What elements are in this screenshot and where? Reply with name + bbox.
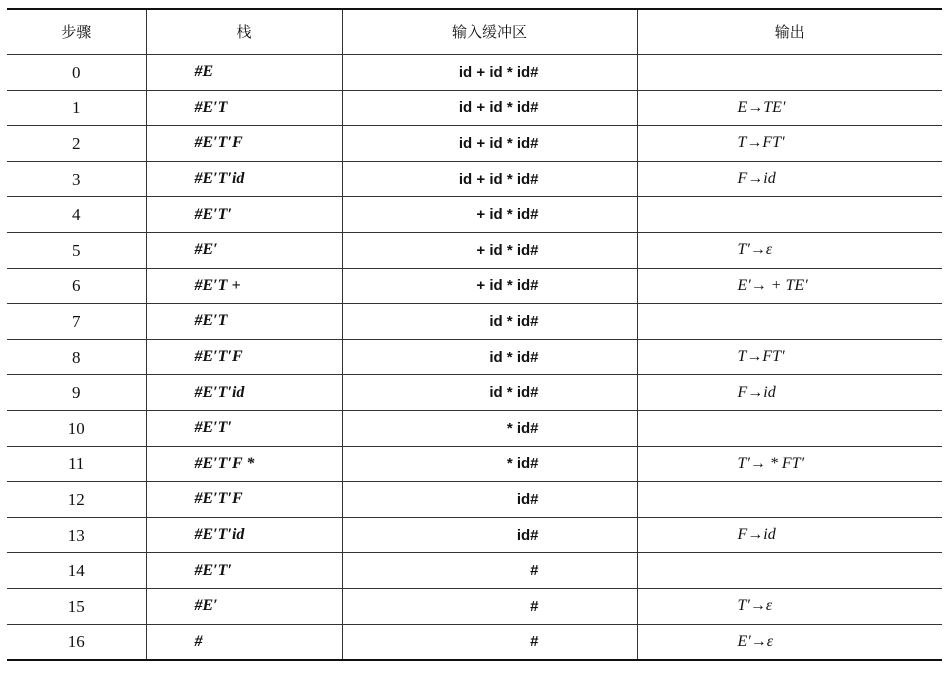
stack-cell: #E′T′F	[146, 339, 342, 375]
step-cell: 7	[7, 304, 146, 340]
header-output: 输出	[637, 9, 942, 55]
output-cell	[637, 553, 942, 589]
output-cell	[637, 482, 942, 518]
input-buffer-cell: id * id#	[342, 375, 637, 411]
output-cell: T′→ε	[637, 588, 942, 624]
table-row	[7, 553, 942, 589]
input-buffer-cell: * id#	[342, 446, 637, 482]
table-row	[7, 482, 942, 518]
input-buffer-cell: * id#	[342, 410, 637, 446]
parsing-trace-table-container	[7, 8, 942, 661]
input-buffer-cell: id#	[342, 517, 637, 553]
input-buffer-cell: id + id * id#	[342, 161, 637, 197]
header-row	[7, 9, 942, 55]
table-row	[7, 446, 942, 482]
input-buffer-cell: + id * id#	[342, 232, 637, 268]
table-header	[7, 9, 942, 55]
output-cell	[637, 304, 942, 340]
stack-cell: #E′T′id	[146, 375, 342, 411]
table-row	[7, 232, 942, 268]
step-cell: 1	[7, 90, 146, 126]
output-cell: F→id	[637, 375, 942, 411]
table-row	[7, 588, 942, 624]
stack-cell: #E′T′id	[146, 161, 342, 197]
table-row	[7, 304, 942, 340]
output-cell	[637, 55, 942, 91]
input-buffer-cell: + id * id#	[342, 197, 637, 233]
step-cell: 2	[7, 126, 146, 162]
table-row	[7, 375, 942, 411]
input-buffer-cell: id + id * id#	[342, 90, 637, 126]
output-cell: F→id	[637, 161, 942, 197]
input-buffer-cell: id * id#	[342, 339, 637, 375]
input-buffer-cell: #	[342, 553, 637, 589]
step-cell: 16	[7, 624, 146, 660]
input-buffer-cell: id * id#	[342, 304, 637, 340]
output-cell: E→TE′	[637, 90, 942, 126]
input-buffer-cell: id + id * id#	[342, 126, 637, 162]
table-row	[7, 410, 942, 446]
output-cell: T→FT′	[637, 126, 942, 162]
stack-cell: #E′	[146, 588, 342, 624]
step-cell: 5	[7, 232, 146, 268]
output-cell: E′→ε	[637, 624, 942, 660]
stack-cell: #E′T′	[146, 553, 342, 589]
header-step: 步骤	[7, 9, 146, 55]
parsing-trace-table	[7, 8, 942, 661]
table-row	[7, 624, 942, 660]
output-cell	[637, 410, 942, 446]
output-cell: E′→ + TE′	[637, 268, 942, 304]
input-buffer-cell: id + id * id#	[342, 55, 637, 91]
stack-cell: #E′T +	[146, 268, 342, 304]
step-cell: 6	[7, 268, 146, 304]
input-buffer-cell: + id * id#	[342, 268, 637, 304]
table-row	[7, 268, 942, 304]
header-input-buffer: 输入缓冲区	[342, 9, 637, 55]
stack-cell: #E′T	[146, 304, 342, 340]
table-row	[7, 126, 942, 162]
output-cell: T′→ * FT′	[637, 446, 942, 482]
input-buffer-cell: #	[342, 588, 637, 624]
stack-cell: #E′T′F	[146, 482, 342, 518]
output-cell: T→FT′	[637, 339, 942, 375]
table-body	[7, 55, 942, 661]
table-row	[7, 161, 942, 197]
step-cell: 12	[7, 482, 146, 518]
step-cell: 11	[7, 446, 146, 482]
output-cell: F→id	[637, 517, 942, 553]
table-row	[7, 517, 942, 553]
input-buffer-cell: id#	[342, 482, 637, 518]
table-row	[7, 339, 942, 375]
step-cell: 13	[7, 517, 146, 553]
stack-cell: #E′T′	[146, 197, 342, 233]
stack-cell: #E′T′id	[146, 517, 342, 553]
table-row	[7, 55, 942, 91]
step-cell: 0	[7, 55, 146, 91]
stack-cell: #E′	[146, 232, 342, 268]
step-cell: 8	[7, 339, 146, 375]
step-cell: 15	[7, 588, 146, 624]
stack-cell: #E′T′F *	[146, 446, 342, 482]
header-stack: 栈	[146, 9, 342, 55]
step-cell: 3	[7, 161, 146, 197]
table-row	[7, 90, 942, 126]
stack-cell: #E′T′	[146, 410, 342, 446]
stack-cell: #E′T′F	[146, 126, 342, 162]
stack-cell: #E	[146, 55, 342, 91]
step-cell: 4	[7, 197, 146, 233]
output-cell	[637, 197, 942, 233]
table-row	[7, 197, 942, 233]
stack-cell: #	[146, 624, 342, 660]
step-cell: 9	[7, 375, 146, 411]
stack-cell: #E′T	[146, 90, 342, 126]
output-cell: T′→ε	[637, 232, 942, 268]
step-cell: 14	[7, 553, 146, 589]
input-buffer-cell: #	[342, 624, 637, 660]
step-cell: 10	[7, 410, 146, 446]
